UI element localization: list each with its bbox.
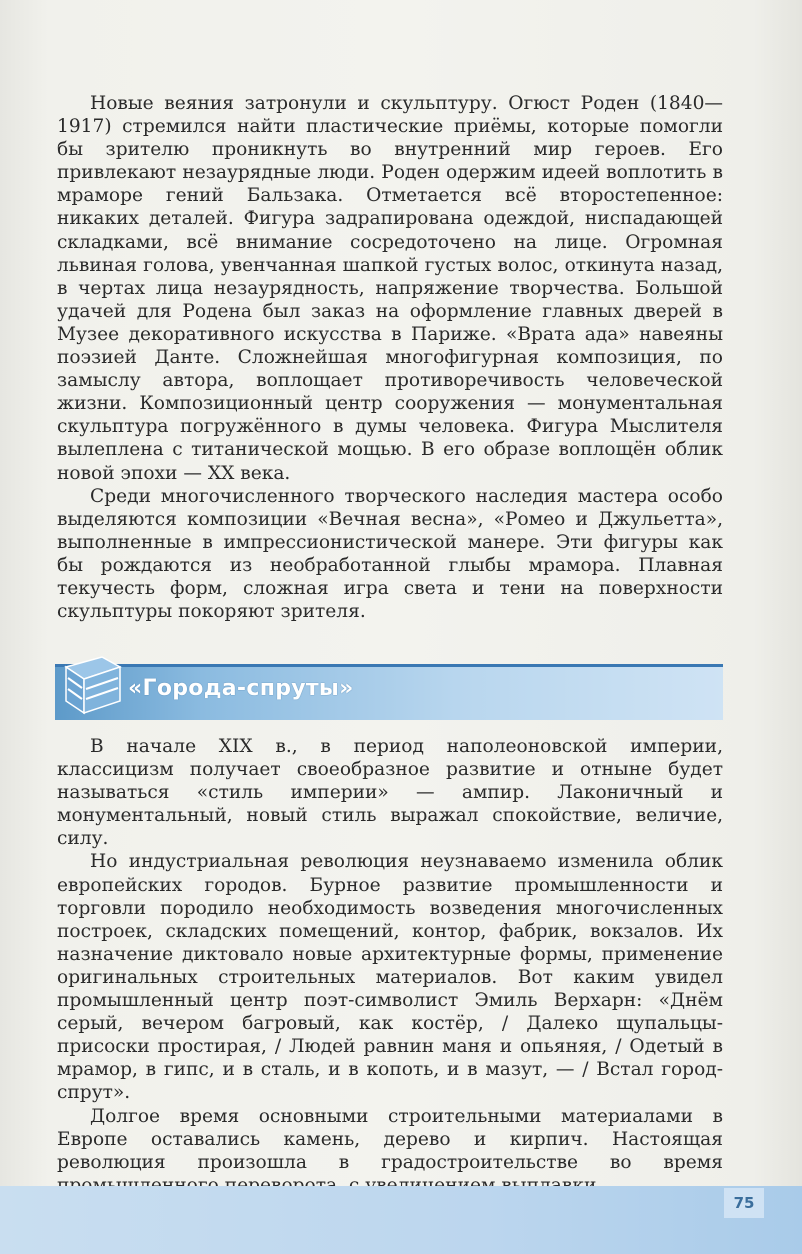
page-number: 75 xyxy=(724,1188,764,1218)
paragraph: Среди многочисленного творческого наследия мастера особо выделяются композиции «Вечная весна», «Ромео и Джульетта», выполненные в импрессионистической манере. Эти фигуры как бы рождаются из необработанной глыбы мрамора. Плавная текучесть форм, сложная игра света и тени на поверхности скульптуры покоряют зрителя. xyxy=(57,485,723,623)
paragraph: В начале XIX в., в период наполеоновской империи, классицизм получает своеобразное развитие и отныне будет называться «стиль империи» — ампир. Лаконичный и монументальный, новый стиль выражал спокойствие, величие, силу. xyxy=(57,736,723,850)
paragraph: Но индустриальная революция неузнаваемо изменила облик европейских городов. Бурное развитие промышленности и торговли породило необходимость возведения многочисленных построек, складских помещений, контор, фабрик, вокзалов. Их назначение диктовало новые архитектурные формы, применение оригинальных строительных материалов. Вот каким увидел промышленный центр поэт-символист Эмиль Верхарн: «Днём серый, вечером багровый, как костёр, / Далеко щупальцы-присоски простирая, / Людей равнин маня и опьяняя, / Одетый в мрамор, в гипс, и в сталь, и в копоть, и в мазут, — / Встал город-спрут». xyxy=(57,851,723,1104)
section-roden-text xyxy=(57,92,723,623)
page-footer-band xyxy=(0,1186,802,1254)
section-cities-text xyxy=(57,735,723,1197)
paragraph: Новые веяния затронули и скульптуру. Огюст Роден (1840—1917) стремился найти пластические приёмы, которые помогли бы зрителю проникнуть во внутренний мир героев. Его привлекают незаурядные люди. Роден одержим идеей воплотить в мраморе гений Бальзака. Отметается всё второстепенное: никаких деталей. Фигура задрапирована одеждой, ниспадающей складками, всё внимание сосредоточено на лице. Огромная львиная голова, увенчанная шапкой густых волос, откинута назад, в чертах лица незаурядность, напряжение творчества. Большой удачей для Родена был заказ на оформление главных дверей в Музее декоративного искусства в Париже. «Врата ада» навеяны поэзией Данте. Сложнейшая многофигурная композиция, по замыслу автора, воплощает противоречивость человеческой жизни. Композиционный центр сооружения — монументальная скульптура погружённого в думы человека. Фигура Мыслителя вылеплена с титанической мощью. В его образе воплощён облик новой эпохи — XX века. xyxy=(57,93,723,484)
book-stack-icon xyxy=(62,651,124,717)
section-heading-title: «Города-спруты» xyxy=(128,676,354,701)
paragraph: Долгое время основными строительными материалами в Европе оставались камень, дерево и кирпич. Настоящая революция произошла в градостроительстве во время xyxy=(57,1105,723,1173)
